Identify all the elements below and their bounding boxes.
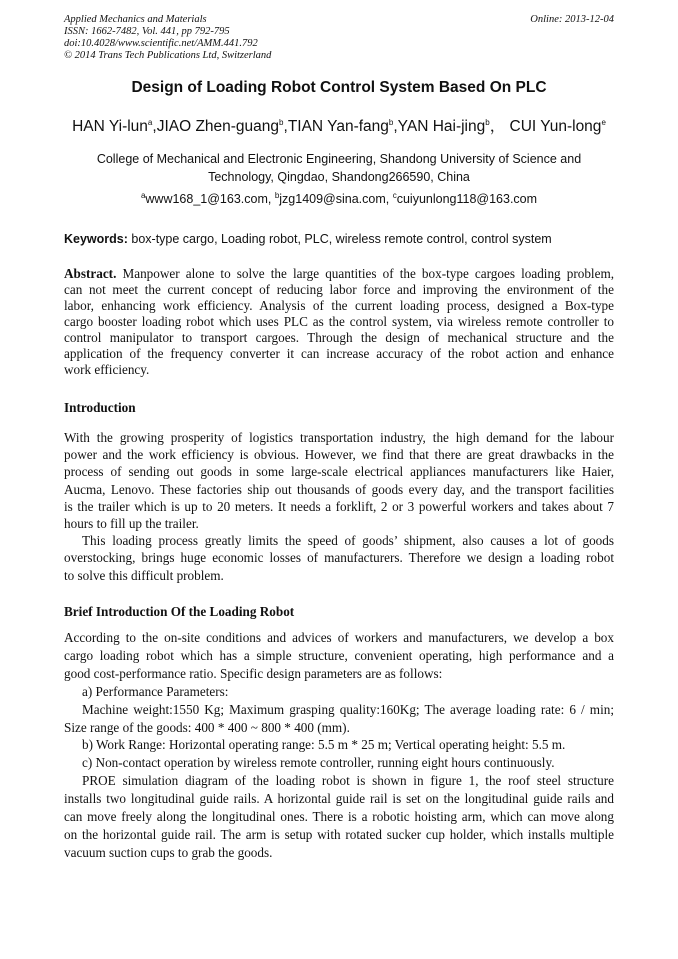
paragraph-line: cargo loading robot which has a simple structure, convenient operating, high performance and a bbox=[64, 647, 614, 663]
issn: ISSN: 1662-7482, Vol. 441, pp 792-795 bbox=[64, 26, 230, 37]
abstract-line bbox=[64, 362, 614, 378]
abstract-line bbox=[64, 298, 614, 314]
author-affiliation-mark: b bbox=[485, 117, 490, 127]
email-address: www168_1@163.com, bbox=[145, 192, 275, 206]
affiliation-line: College of Mechanical and Electronic Engineering, Shandong University of Science and bbox=[96, 152, 582, 166]
section-heading-introduction: Introduction bbox=[64, 400, 136, 415]
email-mark: b bbox=[274, 190, 280, 200]
paragraph-line: good cost-performance ratio. Specific design parameters are as follows: bbox=[64, 665, 443, 681]
brief-introduction-body bbox=[64, 629, 614, 862]
author-name: TIAN Yan-fang bbox=[287, 118, 389, 135]
abstract-text: work efficiency. bbox=[64, 362, 150, 377]
paragraph-line: vacuum suction cups to grab the goods. bbox=[64, 844, 273, 860]
abstract-text: labor, enhancing work efficiency. Analysis of the current loading process, designed a Box-type bbox=[64, 298, 614, 313]
paragraph-line: Size range of the goods: 400 * 400 ~ 800 * 400 (mm). bbox=[64, 719, 350, 735]
abstract-line bbox=[64, 330, 614, 346]
paragraph-line: According to the on-site conditions and advices of workers and manufacturers, we develop a box bbox=[64, 630, 614, 645]
journal-name: Applied Mechanics and Materials bbox=[64, 14, 207, 25]
author-name: CUI Yun-long bbox=[509, 118, 602, 135]
abstract-line bbox=[64, 282, 614, 298]
abstract-text: can not meet the current concept of reducing labor force and improving the environment of the bbox=[64, 282, 614, 297]
paragraph-line: on the horizontal guide rail. The arm is setup with rotated sucker cup holder, which installs multiple bbox=[64, 826, 614, 842]
author-separator: , bbox=[283, 118, 288, 135]
paragraph-line: This loading process greatly limits the speed of goods’ shipment, also causes a lot of goods bbox=[82, 533, 614, 549]
email-mark: a bbox=[140, 190, 146, 200]
author-name: HAN Yi-lun bbox=[72, 118, 148, 135]
paragraph-line: to solve this difficult problem. bbox=[64, 567, 224, 583]
author-affiliation-mark: a bbox=[147, 117, 153, 127]
paragraph-line: b) Work Range: Horizontal operating range: 5.5 m * 25 m; Vertical operating height: 5.5 m. bbox=[82, 737, 566, 753]
abstract-line bbox=[64, 346, 614, 362]
email-address: jzg1409@sina.com, bbox=[279, 192, 393, 206]
author-name: YAN Hai-jing bbox=[397, 118, 486, 135]
paragraph-line: is the trailer which is up to 20 meters. It needs a forklift, 2 or 3 powerful workers and takes about 7 bbox=[64, 498, 614, 514]
affiliation-line: Technology, Qingdao, Shandong266590, China bbox=[208, 170, 470, 184]
paragraph-line: c) Non-contact operation by wireless remote controller, running eight hours continuously. bbox=[82, 755, 555, 771]
abstract-line bbox=[64, 266, 614, 282]
paragraph-line: overstocking, brings huge economic losses of manufacturers. Therefore we design a loading robot bbox=[64, 550, 614, 566]
abstract-line bbox=[64, 314, 614, 330]
paragraph-line: With the growing prosperity of logistics transportation industry, the high demand for the labour bbox=[64, 430, 614, 445]
author-separator: , bbox=[393, 118, 398, 135]
section-heading-brief-introduction: Brief Introduction Of the Loading Robot bbox=[64, 604, 295, 619]
author-separator: ， bbox=[489, 118, 510, 135]
email-mark: c bbox=[392, 190, 397, 200]
author-separator: , bbox=[152, 118, 157, 135]
abstract-text: control manipulator to transport cargoes. Through the design of mechanical structure and the bbox=[64, 330, 614, 345]
author-name: JIAO Zhen-guang bbox=[156, 118, 280, 135]
paragraph-line: can move freely along the longitudinal ones. There is a robotic hoisting arm, which can move along bbox=[64, 809, 614, 825]
emails bbox=[0, 192, 678, 206]
copyright: © 2014 Trans Tech Publications Ltd, Switzerland bbox=[64, 50, 272, 61]
author-affiliation-mark: e bbox=[601, 117, 606, 127]
paragraph-line: a) Performance Parameters: bbox=[82, 683, 229, 699]
keywords-text: box-type cargo, Loading robot, PLC, wireless remote control, control system bbox=[127, 232, 552, 246]
abstract bbox=[64, 266, 614, 378]
keywords-label: Keywords: bbox=[64, 232, 128, 246]
abstract-text: cargo booster loading robot which uses PLC as the control system, via wireless remote controller to bbox=[64, 314, 614, 329]
authors bbox=[0, 114, 678, 136]
keywords bbox=[64, 232, 552, 246]
author-affiliation-mark: b bbox=[388, 117, 394, 127]
paragraph-line: process of sending out goods in some large-scale electrical appliances manufacturers like Haier, bbox=[64, 464, 614, 480]
paper-title: Design of Loading Robot Control System Based On PLC bbox=[131, 79, 547, 96]
paragraph-line: hours to fill up the trailer. bbox=[64, 516, 199, 532]
paragraph-line: installs two longitudinal guide rails. A horizontal guide rail is set on the longitudinal guide rails and bbox=[64, 791, 614, 807]
paragraph-line: Aucma, Lenovo. These factories ship out thousands of goods every day, and the transport facilities bbox=[64, 481, 614, 497]
online-date: Online: 2013-12-04 bbox=[530, 14, 614, 25]
email-address: cuiyunlong118@163.com bbox=[396, 192, 538, 206]
affiliation bbox=[0, 150, 678, 186]
paragraph-line: power and the work efficiency is obvious. However, we find that there are great drawbacks in the bbox=[64, 447, 614, 463]
author-affiliation-mark: b bbox=[279, 117, 284, 127]
abstract-label: Abstract. bbox=[64, 266, 117, 281]
abstract-text: Manpower alone to solve the large quantities of the box-type cargoes loading problem, bbox=[116, 266, 614, 281]
introduction-body bbox=[64, 429, 614, 584]
paragraph-line: PROE simulation diagram of the loading robot is shown in figure 1, the roof steel structure bbox=[82, 773, 614, 789]
abstract-text: application of the frequency converter it can increase accuracy of the robot action and enhance bbox=[64, 346, 614, 361]
journal-header bbox=[64, 14, 271, 62]
doi: doi:10.4028/www.scientific.net/AMM.441.792 bbox=[64, 38, 258, 49]
paragraph-line: Machine weight:1550 Kg; Maximum grasping quality:160Kg; The average loading rate: 6 / min; bbox=[82, 701, 614, 717]
